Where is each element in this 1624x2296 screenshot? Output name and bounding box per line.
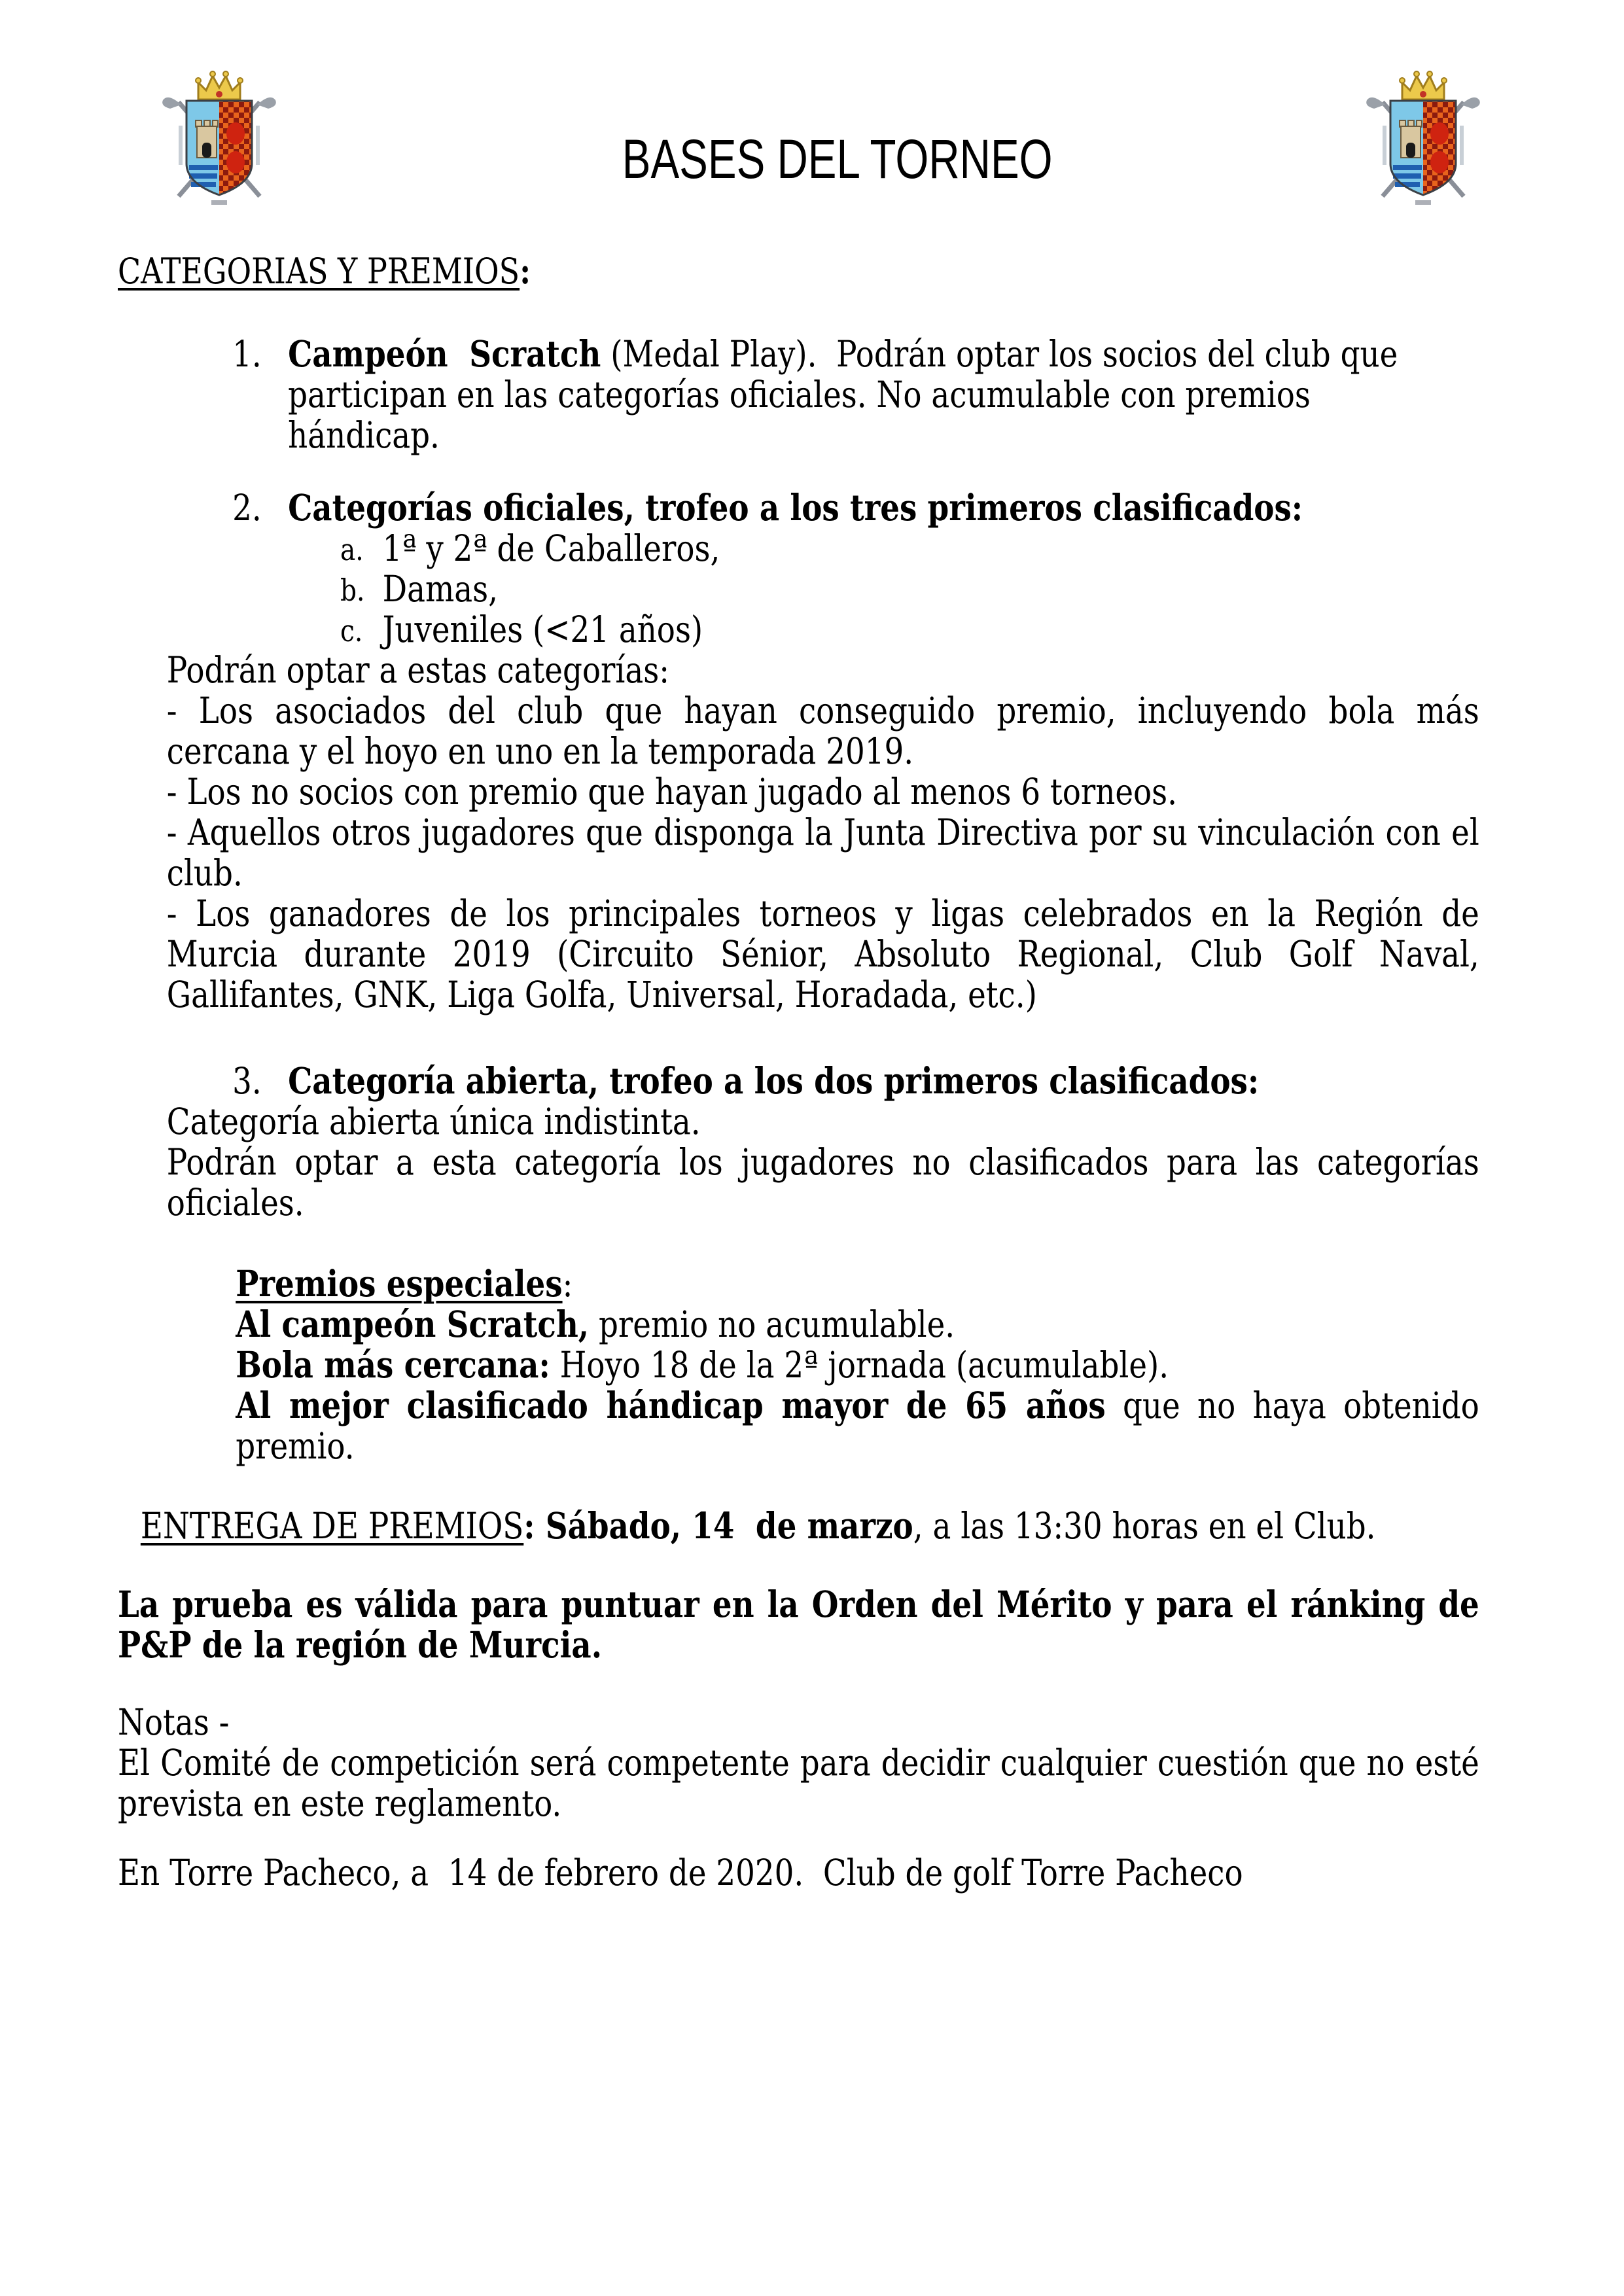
item3-heading: Categoría abierta, trofeo a los dos primeros clasificados: <box>288 1059 1260 1102</box>
notes-body: El Comité de competición será competente para decidir cualquier cuestión que no esté prevista en este reglamento. <box>118 1742 1479 1824</box>
item2-heading: Categorías oficiales, trofeo a los tres primeros clasificados: <box>288 486 1303 529</box>
special-heading <box>236 1263 1479 1304</box>
notes-label: Notas - <box>118 1701 230 1743</box>
list-number: 3. <box>232 1060 262 1102</box>
item3-line1: Categoría abierta única indistinta. <box>166 1101 701 1142</box>
special-prizes <box>236 1263 1479 1466</box>
dash-paragraph: - Los no socios con premio que hayan jugado al menos 6 torneos. <box>166 771 1177 813</box>
sub-letter: a. <box>340 532 364 567</box>
item1-bold: Campeón Scratch <box>288 332 601 375</box>
sub-item-a <box>118 528 1479 569</box>
entry-text: que no haya obtenido premio. <box>236 1385 1479 1467</box>
list-number: 2. <box>232 487 262 529</box>
dash-paragraph: - Aquellos otros jugadores que disponga la Junta Directiva por su vinculación con el club. <box>166 811 1479 894</box>
item1-text: (Medal Play). Podrán optar los socios del club que participan en las categorías oficiales. No acumulable con premios hándicap. <box>288 333 1398 456</box>
entry-bold: Al campeón Scratch, <box>236 1303 590 1345</box>
entry-bold: Bola más cercana: <box>236 1343 550 1386</box>
list-item-3 <box>118 1061 1479 1101</box>
entry-text: Hoyo 18 de la 2ª jornada (acumulable). <box>550 1344 1169 1386</box>
item2-intro: Podrán optar a estas categorías: <box>166 649 669 691</box>
document-body <box>118 251 1479 1893</box>
closing-line: En Torre Pacheco, a 14 de febrero de 2020. Club de golf Torre Pacheco <box>118 1852 1243 1894</box>
sub-text: Juveniles (<21 años) <box>382 609 703 650</box>
ceremony-colon: : <box>523 1504 535 1547</box>
entry-bold: Al mejor clasificado hándicap mayor de 65 años <box>236 1384 1106 1426</box>
page-title: BASES DEL TORNEO <box>622 128 1053 190</box>
section-heading <box>118 251 1479 292</box>
item3-line2: Podrán optar a esta categoría los jugadores no clasificados para las categorías oficiales. <box>166 1141 1479 1224</box>
special-entry-senior <box>236 1385 1479 1466</box>
list-item-2 <box>118 487 1479 528</box>
special-entry-closest-ball <box>236 1345 1479 1385</box>
special-heading-colon: : <box>562 1263 573 1305</box>
entry-text: premio no acumulable. <box>589 1303 955 1345</box>
section-heading-colon: : <box>520 250 531 292</box>
sub-text: Damas, <box>382 568 499 610</box>
sub-item-c <box>118 609 1479 650</box>
list-number: 1. <box>232 333 262 375</box>
ceremony-text: , a las 13:30 horas en el Club. <box>913 1505 1376 1547</box>
section-heading-text: CATEGORIAS Y PREMIOS <box>118 251 520 292</box>
dash-paragraph: - Los ganadores de los principales torneos y ligas celebrados en la Región de Murcia durante 2019 (Circuito Sénior, Absoluto Regional, Club Golf Naval, Gallifantes, GNK, Liga Golfa, Universal, Horadada, etc.) <box>166 892 1479 1016</box>
sub-letter: b. <box>340 573 365 608</box>
sub-item-b <box>118 569 1479 609</box>
dash-paragraph: - Los asociados del club que hayan conseguido premio, incluyendo bola más cercana y el hoyo en uno en la temporada 2019. <box>166 690 1479 772</box>
list-item-1 <box>118 334 1440 455</box>
special-heading-text: Premios especiales <box>236 1262 563 1305</box>
ceremony-label: ENTREGA DE PREMIOS <box>140 1505 524 1547</box>
special-entry-scratch <box>236 1304 1479 1345</box>
ceremony-date: Sábado, 14 de marzo <box>535 1504 913 1547</box>
prize-ceremony-line <box>141 1506 1479 1546</box>
sub-letter: c. <box>340 613 363 648</box>
validity-paragraph: La prueba es válida para puntuar en la Orden del Mérito y para el ránking de P&P de la región de Murcia. <box>118 1583 1479 1666</box>
sub-text: 1ª y 2ª de Caballeros, <box>382 527 720 569</box>
club-crest-icon <box>1364 65 1482 209</box>
